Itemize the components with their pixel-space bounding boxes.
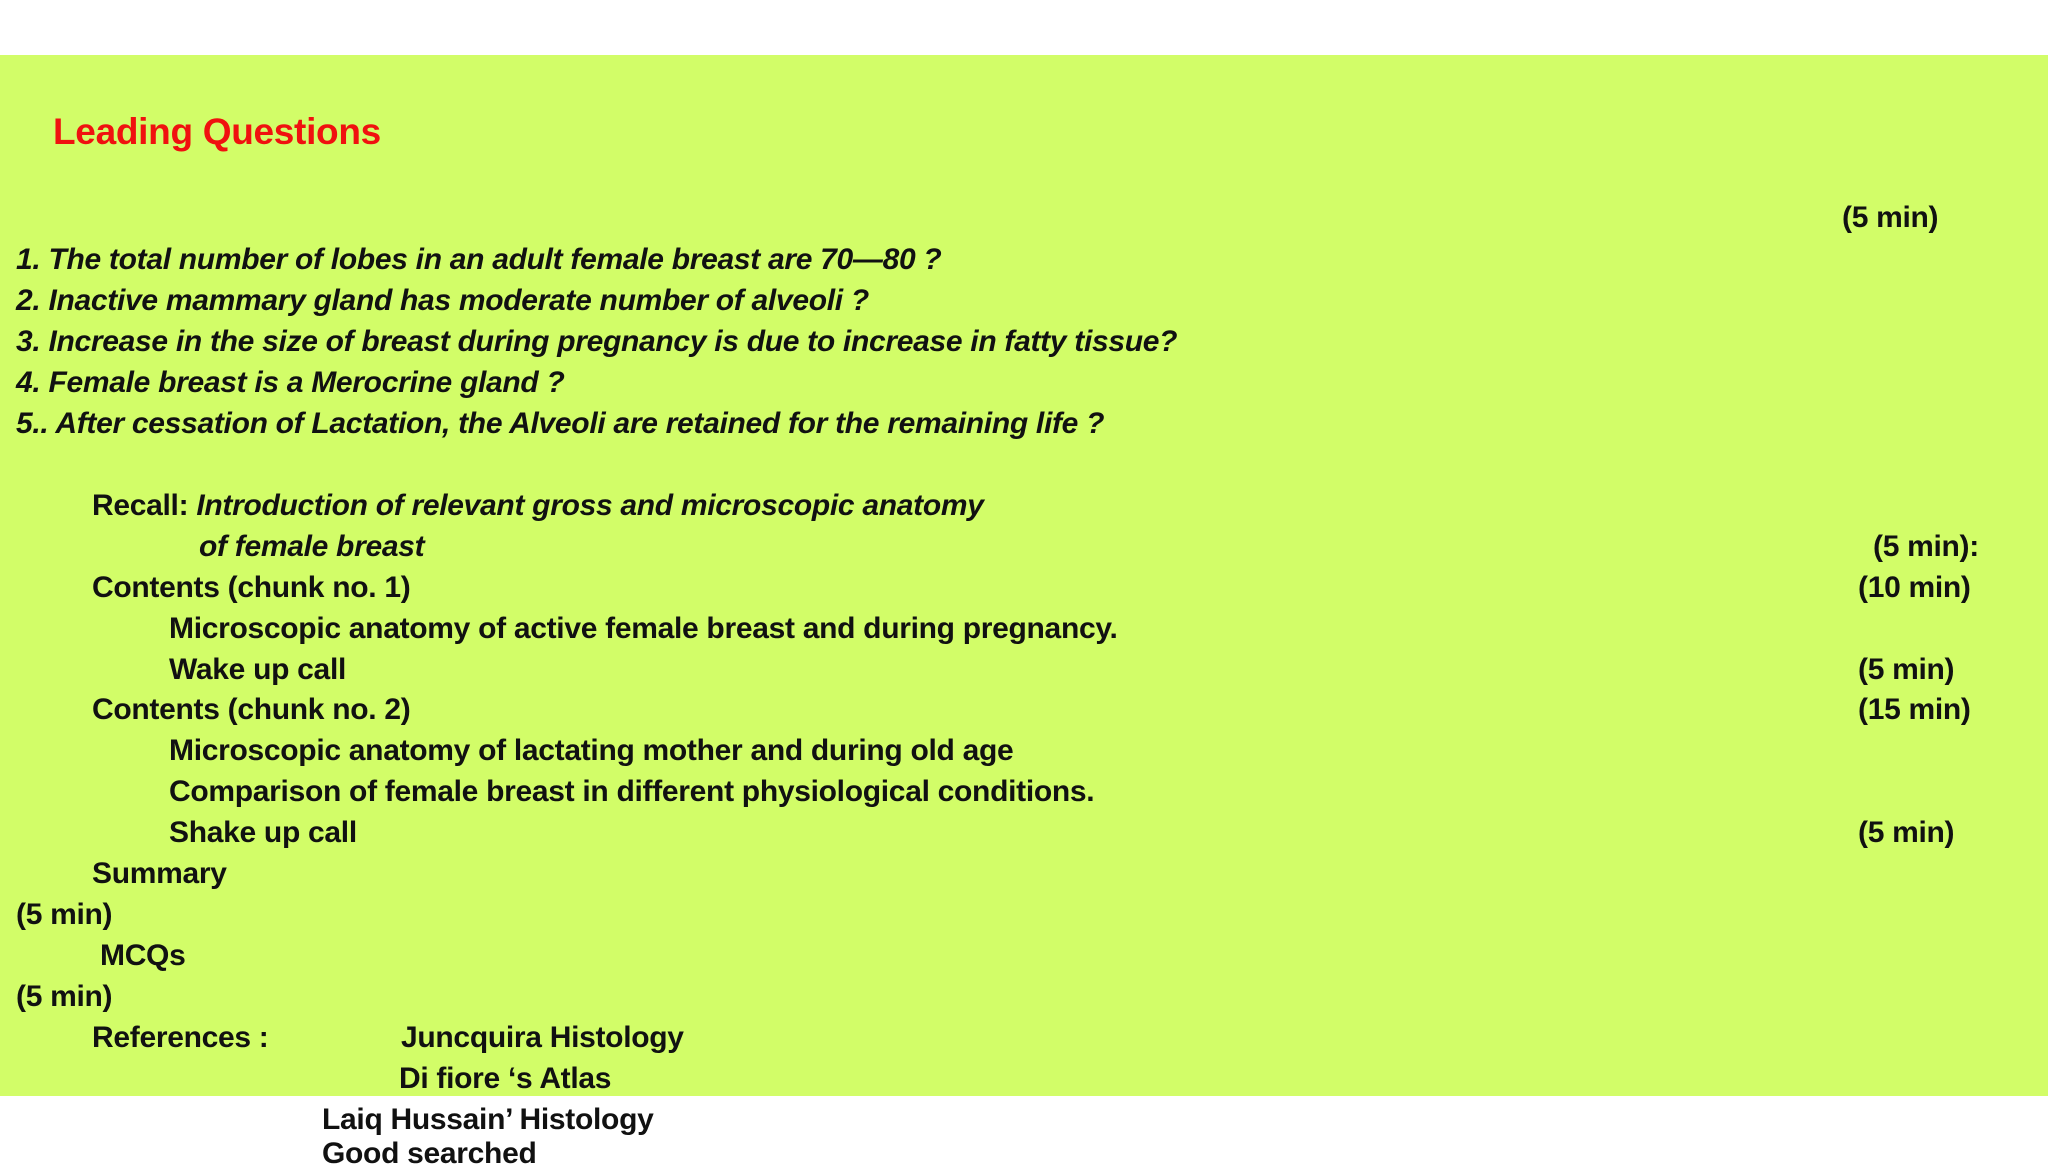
questions-time: (5 min) bbox=[1842, 201, 1939, 234]
question-2: 2. Inactive mammary gland has moderate number of alveoli ? bbox=[16, 284, 869, 317]
mcqs-label: MCQs bbox=[100, 939, 186, 972]
reference-item: Good searched bbox=[322, 1137, 537, 1170]
chunk2-label: Contents (chunk no. 2) bbox=[92, 693, 411, 726]
slide-title: Leading Questions bbox=[53, 111, 381, 152]
recall-label: Recall: bbox=[92, 489, 197, 522]
chunk1-item: Microscopic anatomy of active female breast and during pregnancy. bbox=[169, 612, 1118, 645]
wake-up-call-time: (5 min) bbox=[1858, 653, 1955, 686]
reference-item: Di fiore ‘s Atlas bbox=[399, 1062, 612, 1095]
question-5: 5.. After cessation of Lactation, the Alveoli are retained for the remaining life ? bbox=[16, 407, 1105, 440]
reference-item: Laiq Hussain’ Histology bbox=[322, 1103, 654, 1136]
summary-label: Summary bbox=[92, 857, 227, 890]
wake-up-call-label: Wake up call bbox=[169, 653, 347, 686]
reference-item: Juncquira Histology bbox=[401, 1021, 684, 1054]
question-1: 1. The total number of lobes in an adult female breast are 70—80 ? bbox=[16, 243, 942, 276]
chunk2-item-1: Microscopic anatomy of lactating mother and during old age bbox=[169, 734, 1014, 767]
chunk2-time: (15 min) bbox=[1858, 693, 1971, 726]
recall-time: (5 min): bbox=[1873, 530, 1979, 563]
summary-time: (5 min) bbox=[16, 898, 113, 931]
recall-text-line2: of female breast bbox=[199, 530, 425, 563]
chunk1-label: Contents (chunk no. 1) bbox=[92, 571, 411, 604]
recall-text: Introduction of relevant gross and microscopic anatomy bbox=[196, 489, 984, 522]
shake-up-call-label: Shake up call bbox=[169, 816, 357, 849]
question-4: 4. Female breast is a Merocrine gland ? bbox=[16, 366, 565, 399]
chunk1-time: (10 min) bbox=[1858, 571, 1971, 604]
question-3: 3. Increase in the size of breast during pregnancy is due to increase in fatty tissue? bbox=[16, 325, 1178, 358]
references-label: References : bbox=[92, 1021, 269, 1054]
chunk2-item-2: Comparison of female breast in different physiological conditions. bbox=[169, 775, 1095, 808]
mcqs-time: (5 min) bbox=[16, 980, 113, 1013]
recall-line bbox=[92, 486, 984, 526]
shake-up-call-time: (5 min) bbox=[1858, 816, 1955, 849]
